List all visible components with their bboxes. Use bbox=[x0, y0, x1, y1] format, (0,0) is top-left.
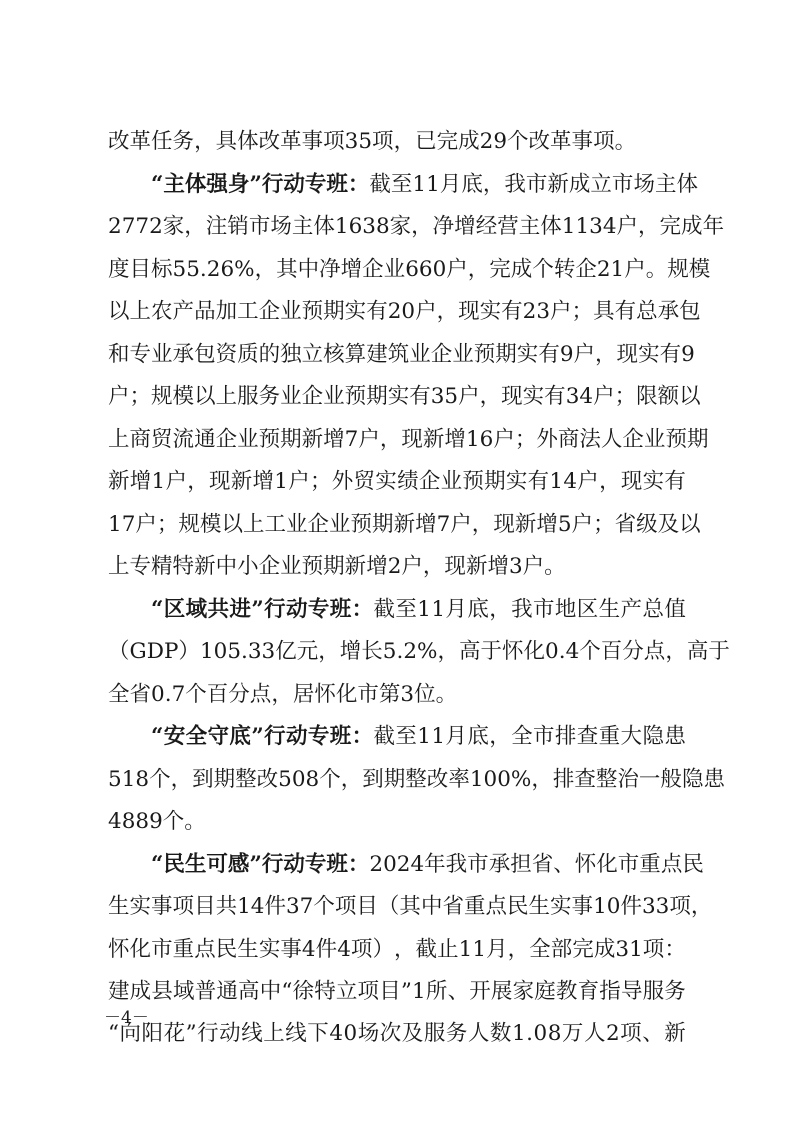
text-line: 上 专 精 特 新 中 小 企 业 预 期 新 增 2 户 ， 现 新 增 3 户 。 bbox=[108, 554, 566, 579]
text-line: （ G D P ） 1 0 5 . 3 3 亿 元 ， 增 长 5 . 2 % ， 高 于 怀 化 0 . 4 个 百 分 点 ， 高 于 bbox=[108, 639, 730, 664]
text-line: “ 安 全 守 底 ” 行 动 专 班 ： 截 至 1 1 月 底 ， 全 市 排 查 重 大 隐 患 bbox=[151, 724, 686, 749]
text-line: “ 民 生 可 感 ” 行 动 专 班 ： 2 0 2 4 年 我 市 承 担 省 、 怀 化 市 重 点 民 bbox=[151, 852, 704, 877]
text-line: 生 实 事 项 目 共 1 4 件 3 7 个 项 目 （ 其 中 省 重 点 民 生 实 事 1 0 件 3 3 项 ， bbox=[108, 894, 713, 919]
text-line: 建 成 县 域 普 通 高 中 “ 徐 特 立 项 目 ” 1 所 、 开 展 家 庭 教 育 指 导 服 务 bbox=[108, 979, 686, 1004]
text-line: 怀 化 市 重 点 民 生 实 事 4 件 4 项 ） ， 截 止 1 1 月 ， 全 部 完 成 3 1 项 ： bbox=[108, 937, 686, 962]
text-line: 全 省 0 . 7 个 百 分 点 ， 居 怀 化 市 第 3 位 。 bbox=[108, 682, 458, 707]
text-line: 改 革 任 务 ， 具 体 改 革 事 项 3 5 项 ， 已 完 成 2 9 个 改 革 事 项 。 bbox=[108, 129, 637, 154]
text-line: 度 目 标 5 5 . 2 6 % ， 其 中 净 增 企 业 6 6 0 户 ， 完 成 个 转 企 2 1 户 。 规 模 bbox=[108, 257, 711, 282]
text-line: “ 向 阳 花 ” 行 动 线 上 线 下 4 0 场 次 及 服 务 人 数 1 . 0 8 万 人 2 项 、 新 bbox=[108, 1021, 686, 1046]
text-line: “ 区 域 共 进 ” 行 动 专 班 ： 截 至 1 1 月 底 ， 我 市 地 区 生 产 总 值 bbox=[151, 597, 686, 622]
text-line: 5 1 8 个 ， 到 期 整 改 5 0 8 个 ， 到 期 整 改 率 1 0 0 % ， 排 查 整 治 一 般 隐 患 bbox=[108, 767, 725, 792]
page-number: －4－ bbox=[104, 1008, 149, 1028]
text-line: 以 上 农 产 品 加 工 企 业 预 期 实 有 2 0 户 ， 现 实 有 2 3 户 ； 具 有 总 承 包 bbox=[108, 299, 701, 324]
text-line: 上 商 贸 流 通 企 业 预 期 新 增 7 户 ， 现 新 增 1 6 户 ； 外 商 法 人 企 业 预 期 bbox=[108, 427, 709, 452]
text-line: 2 7 7 2 家 ， 注 销 市 场 主 体 1 6 3 8 家 ， 净 增 经 营 主 体 1 1 3 4 户 ， 完 成 年 bbox=[108, 214, 725, 239]
text-line: 4 8 8 9 个 。 bbox=[108, 809, 206, 834]
text-line: 新 增 1 户 ， 现 新 增 1 户 ； 外 贸 实 绩 企 业 预 期 实 有 1 4 户 ， 现 实 有 bbox=[108, 469, 686, 494]
text-line: “ 主 体 强 身 ” 行 动 专 班 ： 截 至 1 1 月 底 ， 我 市 新 成 立 市 场 主 体 bbox=[151, 172, 698, 197]
text-line: 户 ； 规 模 以 上 服 务 业 企 业 预 期 实 有 3 5 户 ， 现 实 有 3 4 户 ； 限 额 以 bbox=[108, 384, 701, 409]
text-line: 1 7 户 ； 规 模 以 上 工 业 企 业 预 期 新 增 7 户 ， 现 新 增 5 户 ； 省 级 及 以 bbox=[108, 512, 701, 537]
text-line: 和 专 业 承 包 资 质 的 独 立 核 算 建 筑 业 企 业 预 期 实 有 9 户 ， 现 实 有 9 bbox=[108, 342, 695, 367]
